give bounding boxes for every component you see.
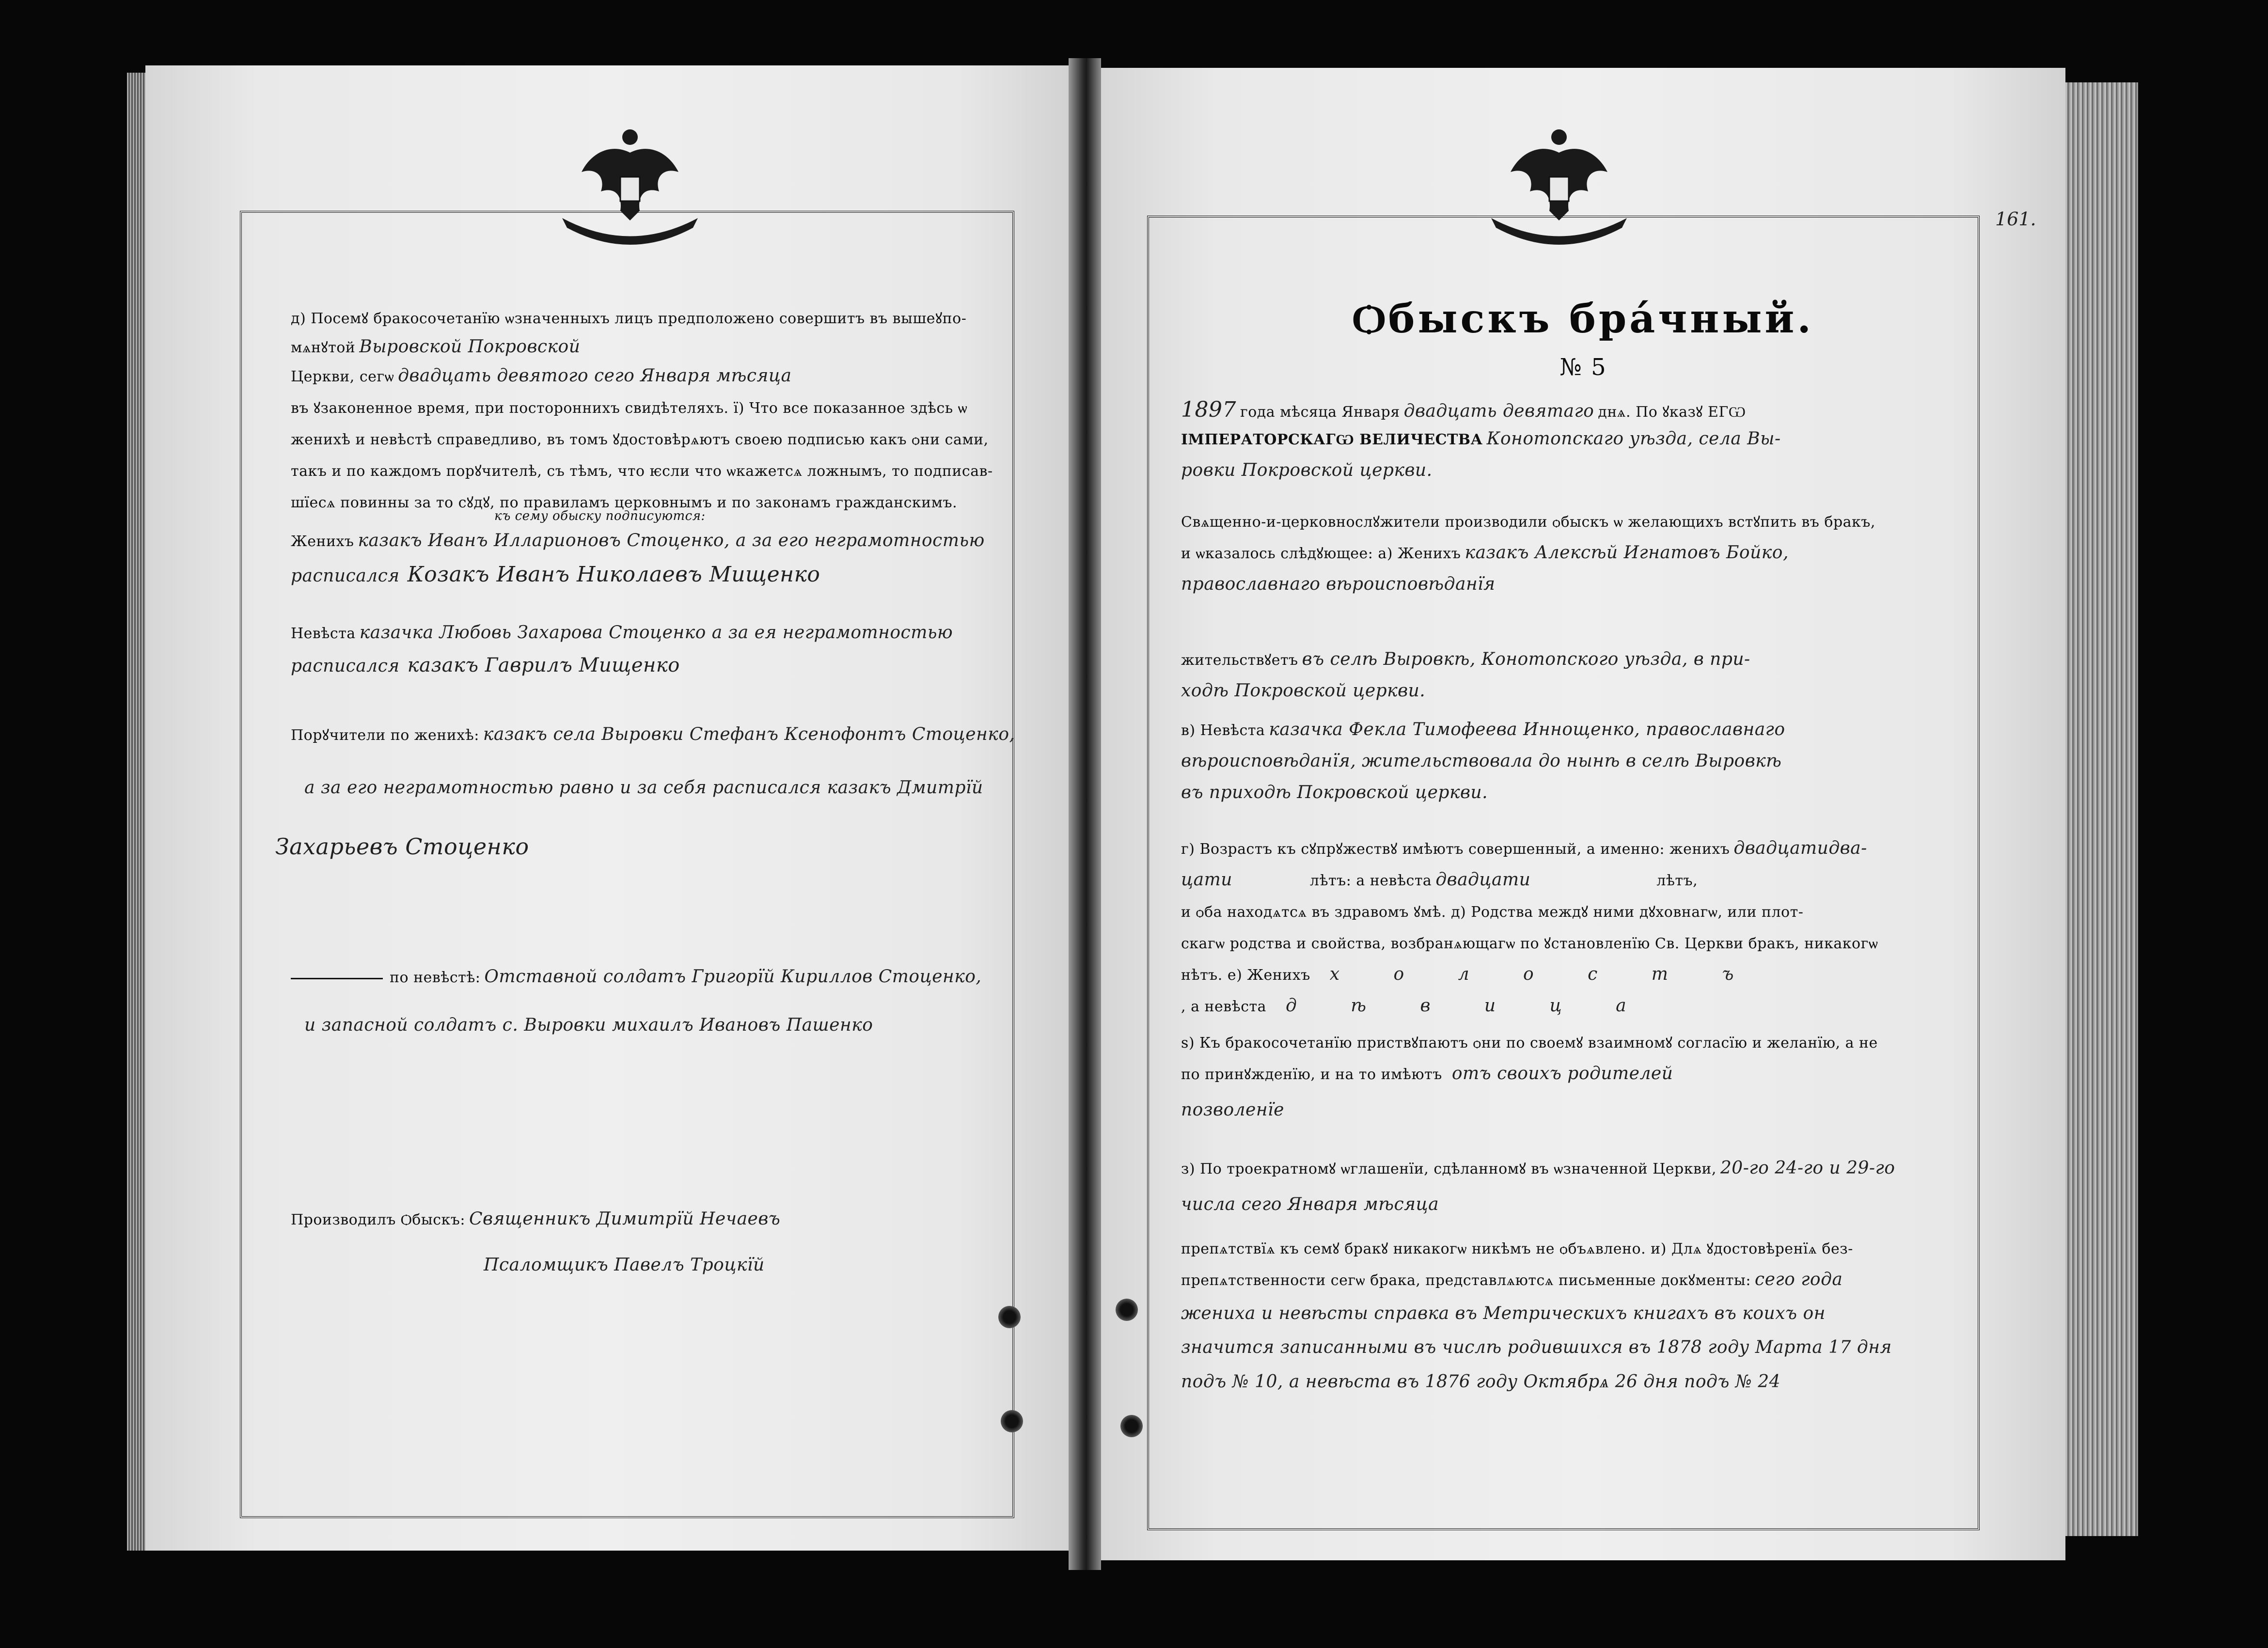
groom-guarantors-line: Порꙋчители по женихѣ: казакъ села Выровки Стефанъ Ксенофонтъ Стоценко, (291, 724, 1015, 744)
bride-guarantors-line-2: и запасной солдатъ с. Выровки михаилъ Ивановъ Пашенко (304, 1015, 873, 1035)
left-page (145, 65, 1069, 1551)
right-line-16: нѣтъ. е) Женихъ х о л о с т ъ (1181, 964, 1758, 984)
right-line-2: ІМПЕРАТОРСКАГѠ ВЕЛИЧЕСТВА Конотопскаго уѣзда, села Вы- (1181, 429, 1781, 449)
bride-guarantors-line: по невѣстѣ: Отставной солдатъ Григорїй Кириллов Стоценко, (291, 967, 985, 987)
left-line-2: мѧнꙋтой Выровской Покровской (291, 337, 581, 357)
binding-hole (1116, 1299, 1138, 1321)
right-line-26: значится записанными въ числѣ родившихся въ 1878 году Марта 17 дня (1181, 1337, 1892, 1357)
right-page (1101, 68, 2065, 1560)
right-line-18: ѕ) Къ бракосочетанїю приствꙋпаютъ ѻни по своемꙋ взаимномꙋ согласїю и желанїю, а не (1181, 1035, 1878, 1052)
left-line-5: женихѣ и невѣстѣ справедливо, въ томъ ꙋдостовѣрѧютъ своею подписью какъ ѻни сами, (291, 431, 989, 448)
right-line-5: и ѡказалось слѣдꙋющее: а) Женихъ казакъ Алексѣй Игнатовъ Бойко, (1181, 543, 1789, 563)
page-number: 161. (1995, 208, 2036, 230)
left-page-edges (127, 73, 146, 1551)
document-title: Ѻбыскъ бра́чный. (1353, 296, 1814, 342)
right-line-21: з) По троекратномꙋ ѡглашенїи, сдѣланномꙋ въ ѡзначенной Церкви, 20-го 24-го и 29-го (1181, 1158, 1895, 1178)
book-spine (1069, 58, 1101, 1570)
right-line-19: по принꙋжденїю, и на то имѣютъ отъ своихъ родителей (1181, 1064, 1673, 1083)
right-line-11: въ приходѣ Покровской церкви. (1181, 783, 1488, 802)
right-line-3: ровки Покровской церкви. (1181, 460, 1433, 480)
right-line-9: в) Невѣста казачка Фекла Тимофеева Иннощенко, православнаго (1181, 720, 1785, 739)
left-line-4: въ ꙋзаконенное время, при постороннихъ свидѣтеляхъ. ї) Что все показанное здѣсь ѡ (291, 400, 968, 417)
left-line-3: Церкви, сегѡ двадцать девятого сего Января мѣсяца (291, 366, 792, 386)
groom-guarantors-line-2: а за его неграмотностью равно и за себя расписался казакъ Дмитрїй (304, 778, 983, 798)
right-line-10: вѣроисповѣданїя, жительствовала до нынѣ в селѣ Выровкѣ (1181, 751, 1782, 771)
right-line-13: цати лѣтъ: а невѣста двадцати лѣтъ, (1181, 870, 1698, 890)
bride-signature-line: расписался казакъ Гаврилъ Мищенко (291, 654, 680, 676)
right-line-22: числа сего Января мѣсяца (1181, 1194, 1439, 1214)
right-line-20: позволенїе (1181, 1100, 1284, 1120)
groom-line: Женихъ казакъ Иванъ Илларионовъ Стоценко, а за его неграмотностью (291, 531, 985, 550)
groom-guarantors-line-3: Захарьевъ Стоценко (275, 833, 529, 860)
binding-hole (998, 1306, 1021, 1328)
examiners-line: Производилъ Ѻбыскъ: Священникъ Димитрїй Нечаевъ (291, 1209, 781, 1229)
signing-note: къ сему обыску подписуются: (494, 509, 706, 523)
right-line-27: подъ № 10, а невѣста въ 1876 году Октябрѧ 26 дня подъ № 24 (1181, 1372, 1781, 1392)
right-line-6: православнаго вѣроисповѣданїя (1181, 574, 1496, 594)
right-line-17: , а невѣста д ѣ в и ц а (1181, 996, 1651, 1016)
left-line-1: д) Посемꙋ бракосочетанїю ѡзначенныхъ лицъ предположено совершитъ въ вышеꙋпо- (291, 310, 967, 327)
right-page-edges (2065, 82, 2138, 1536)
left-line-7: шїесѧ повинны за то сꙋдꙋ, по правиламъ церковнымъ и по законамъ гражданскимъ. (291, 494, 958, 511)
right-line-4: Свѧщенно-и-церковнослꙋжители производили ѻбыскъ ѡ желающихъ встꙋпить въ бракъ, (1181, 514, 1875, 531)
right-line-24: препѧтственности сегѡ брака, представлѧютсѧ письменные докꙋменты: сего года (1181, 1270, 1843, 1289)
right-line-23: препѧтствїѧ къ семꙋ бракꙋ никакогѡ никѣмъ не ѻбъѧвлено. и) Длѧ ꙋдостовѣренїѧ без- (1181, 1240, 1853, 1257)
right-line-8: ходѣ Покровской церкви. (1181, 681, 1426, 701)
binding-hole (1001, 1410, 1023, 1432)
left-line-6: такъ и по каждомъ порꙋчителѣ, съ тѣмъ, что ѥсли что ѡкажетсѧ ложнымъ, то подписав- (291, 463, 993, 480)
right-line-1: 1897 года мѣсяца Января двадцать девятаго днѧ. По ꙋказꙋ ЕГѠ (1181, 397, 1746, 422)
binding-hole (1120, 1415, 1143, 1437)
right-line-14: и ѻба находѧтсѧ въ здравомъ ꙋмѣ. д) Родства междꙋ ними дꙋховнагѡ, или плот- (1181, 904, 1804, 921)
right-line-12: г) Возрастъ къ сꙋпрꙋжествꙋ имѣютъ совершенный, а именно: женихъ двадцатидва- (1181, 838, 1867, 858)
right-line-15: скагѡ родства и свойства, возбранѧющагѡ по ꙋстановленїю Св. Церкви бракъ, никакогѡ (1181, 935, 1878, 952)
right-line-25: жениха и невѣсты справка въ Метрическихъ книгахъ въ коихъ он (1181, 1303, 1826, 1323)
record-number: № 5 (1559, 354, 1607, 381)
right-line-7: жительствꙋетъ въ селѣ Выровкѣ, Конотопского уѣзда, в при- (1181, 649, 1750, 669)
groom-signature-line: расписался Козакъ Иванъ Николаевъ Мищенко (291, 562, 820, 587)
examiners-line-2: Псаломщикъ Павелъ Троцкїй (484, 1255, 765, 1275)
bride-line: Невѣста казачка Любовь Захарова Стоценко а за ея неграмотностью (291, 623, 953, 643)
